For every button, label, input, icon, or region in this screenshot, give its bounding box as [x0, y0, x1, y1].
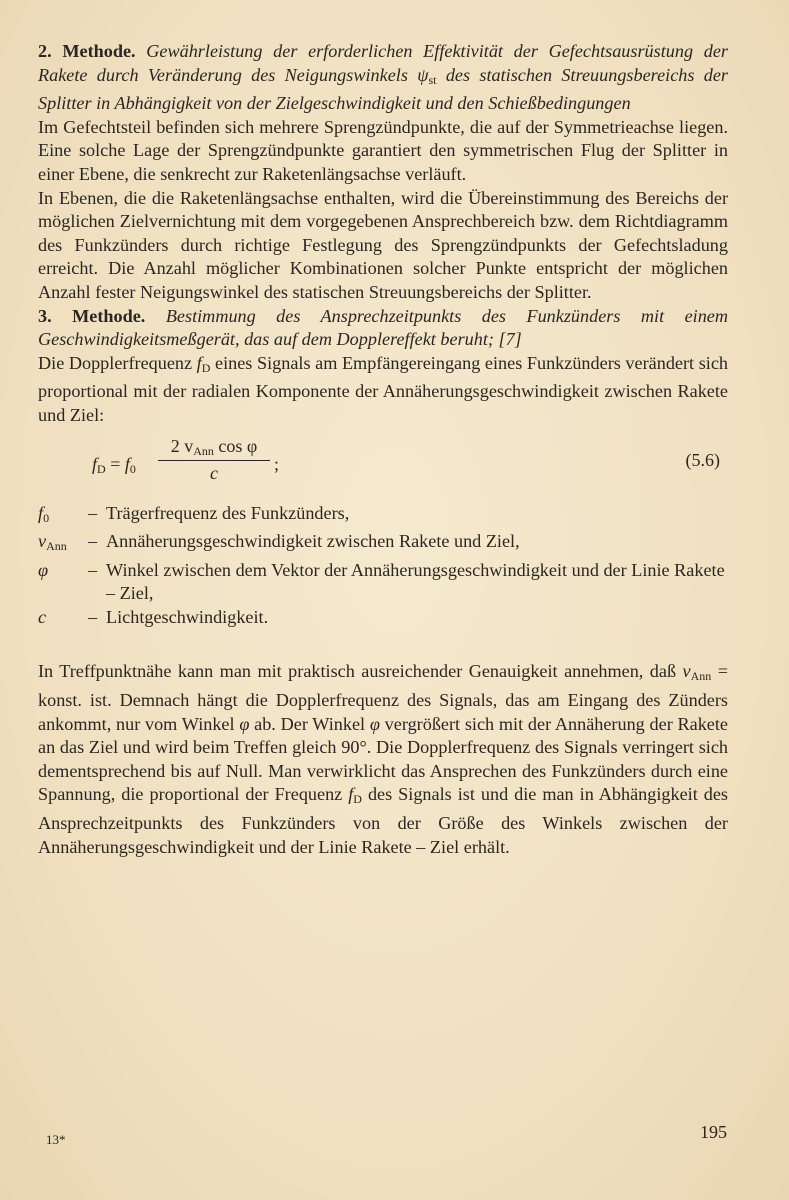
method2-paragraph-2: In Ebenen, die die Raketenlängsachse enthalten, wird die Übereinstimmung des Bereichs der möglichen Zielvernichtung mit dem vorgegebenen Ansprechbereich bzw. dem Richtdiagramm des Funkzünders durch richtige Festlegung des Sprengzündpunkts der Gefechtsladung erreicht. Die Anzahl möglicher Kombinationen solcher Punkte entspricht der möglichen Anzahl fester Neigungswinkel des statischen Streuungsbereichs der Splitter.	[38, 187, 728, 302]
method2-title: Gewährleistung der erforderlichen Effektivität der Gefechtsausrüstung der Rakete durch Veränderung des Neigungswinkels $\psi_{st}$ des statischen Streuungsbereichs der Splitter in Abhängigkeit von der Zielgeschwindigkeit und den Schießbedingungen	[38, 41, 728, 114]
method3-title: Bestimmung des Ansprechzeitpunkts des Funkzünders mit einem Geschwindigkeitsmeßgerät, das auf dem Dopplereffekt beruht; [7]	[38, 305, 728, 350]
formula-denominator: c	[210, 462, 218, 483]
method2-heading	[38, 40, 728, 116]
formula-lhs: $f_D = f_0$	[92, 453, 136, 476]
method2-label: 2. Methode.	[38, 41, 136, 61]
method3-label: 3. Methode.	[38, 305, 146, 326]
doppler-formula: $f_D = f_0$ 2 $v_{Ann}$ cos φ c ; (5.6)	[92, 435, 720, 483]
definition-row: $f_0$ – Trägerfrequenz des Funkzünders,	[38, 502, 350, 525]
formula-numerator: 2 $v_{Ann}$ cos φ	[158, 436, 270, 461]
definition-row: φ – Winkel zwischen dem Vektor der Annäherungsgeschwindigkeit und der Linie Rakete – Ziel,	[38, 559, 725, 604]
definition-row: c – Lichtgeschwindigkeit.	[38, 606, 269, 627]
method3-paragraph-1: Die Dopplerfrequenz $f_D$ eines Signals am Empfängereingang eines Funkzünders verändert sich proportional mit der radialen Komponente der Annäherungsgeschwindigkeit zwischen Rakete und Ziel:	[38, 352, 728, 425]
page-number: 195	[700, 1122, 727, 1142]
closing-paragraph: In Treffpunktnähe kann man mit praktisch ausreichender Genauigkeit annehmen, daß $v_{Ann}$ = konst. ist. Demnach hängt die Dopplerfrequenz des Signals, das am Eingang des Zünders ankommt, nur vom Winkel φ ab. Der Winkel φ vergrößert sich mit der Annäherung der Rakete an das Ziel und wird beim Treffen gleich 90°. Die Dopplerfrequenz des Signals verringert sich dementsprechend bis auf Null. Man verwirklicht das Ansprechen des Funkzünders durch eine Spannung, die proportional der Frequenz $f_D$ des Signals ist und die man in Abhängigkeit des Ansprechzeitpunkts des Funkzünders von der Größe des Winkels zwischen der Annäherungsgeschwindigkeit und der Linie Rakete – Ziel erhält.	[38, 661, 728, 857]
signature-mark: 13*	[46, 1132, 66, 1147]
symbol-definitions	[38, 502, 728, 635]
method2-paragraph-1: Im Gefechtsteil befinden sich mehrere Sprengzündpunkte, die auf der Symmetrieachse liegen. Eine solche Lage der Sprengzündpunkte garantiert den symmetrischen Flug der Splitter in einer Ebene, die senkrecht zur Raketenlängsachse verläuft.	[38, 116, 728, 184]
formula-fraction	[158, 436, 270, 484]
equation-number: (5.6)	[685, 449, 720, 470]
page-body	[38, 40, 728, 859]
definition-row: $v_{Ann}$ – Annäherungsgeschwindigkeit zwischen Rakete und Ziel,	[38, 531, 520, 554]
method3-heading	[38, 305, 728, 352]
